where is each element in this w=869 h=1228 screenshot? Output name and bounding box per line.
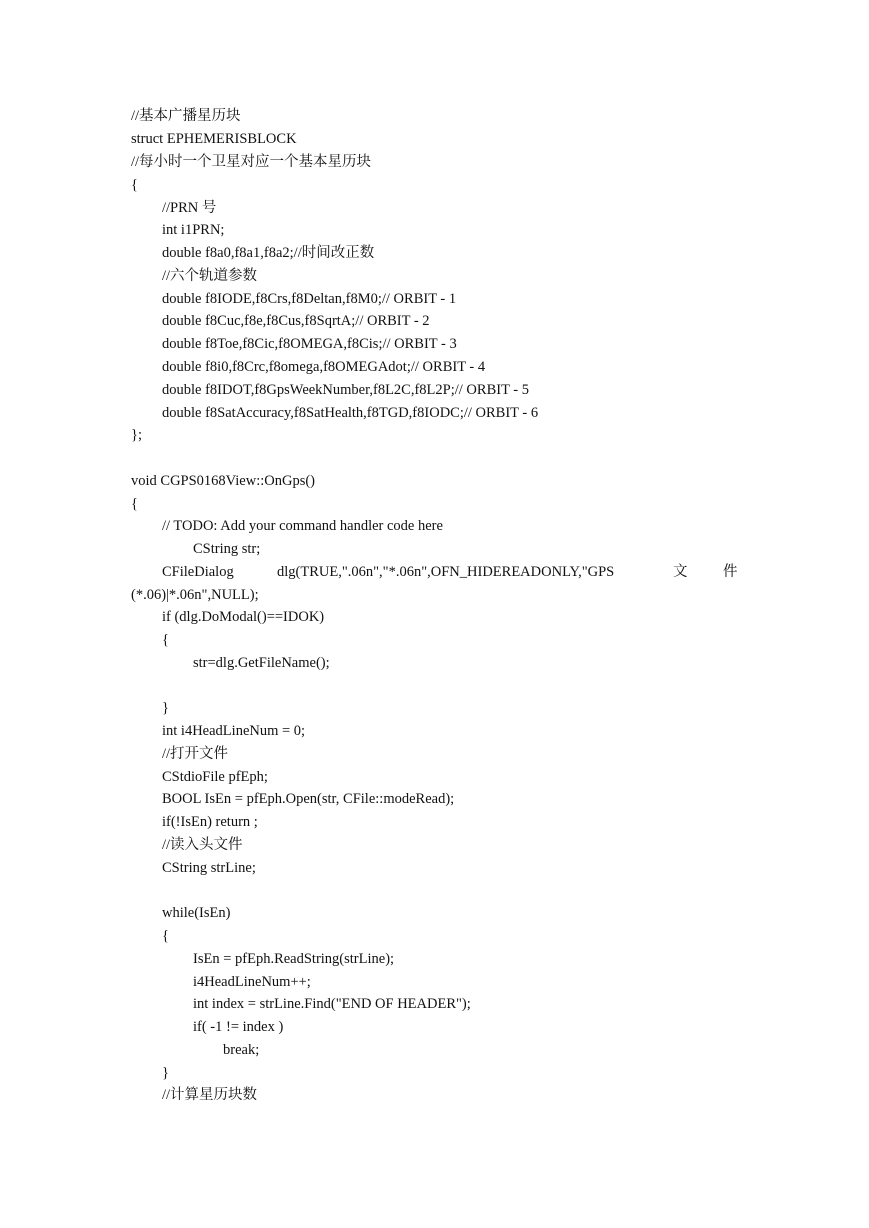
function-signature-line: void CGPS0168View::OnGps() (131, 473, 316, 489)
code-line: double f8IDOT,f8GpsWeekNumber,f8L2C,f8L2P;// ORBIT - 5 (162, 382, 530, 398)
code-line: if(!IsEn) return ; (162, 814, 258, 830)
code-line: while(IsEn) (162, 905, 231, 921)
code-line: double f8Toe,f8Cic,f8OMEGA,f8Cis;// ORBIT - 3 (162, 336, 457, 352)
code-line-part: dlg(TRUE,".06n","*.06n",OFN_HIDEREADONLY,"GPS (277, 564, 615, 580)
code-line: CString strLine; (162, 860, 256, 876)
brace-line: { (131, 496, 138, 512)
code-line: break; (223, 1042, 260, 1058)
code-line: double f8SatAccuracy,f8SatHealth,f8TGD,f8IODC;// ORBIT - 6 (162, 405, 539, 421)
code-line: BOOL IsEn = pfEph.Open(str, CFile::modeRead); (162, 791, 455, 807)
comment-line: //打开文件 (162, 746, 229, 762)
code-line: i4HeadLineNum++; (193, 974, 311, 990)
comment-line: //PRN 号 (162, 200, 217, 216)
code-line-part: 文 (673, 564, 688, 580)
brace-line: { (131, 177, 138, 193)
code-line: int i4HeadLineNum = 0; (162, 723, 306, 739)
comment-line: //基本广播星历块 (131, 108, 241, 124)
code-line: IsEn = pfEph.ReadString(strLine); (193, 951, 395, 967)
brace-line: { (162, 928, 169, 944)
code-line: double f8i0,f8Crc,f8omega,f8OMEGAdot;// ORBIT - 4 (162, 359, 486, 375)
code-line: (*.06)|*.06n",NULL); (131, 587, 259, 603)
brace-line: } (162, 1065, 169, 1081)
comment-line: //每小时一个卫星对应一个基本星历块 (131, 154, 372, 170)
code-line: double f8IODE,f8Crs,f8Deltan,f8M0;// ORBIT - 1 (162, 291, 457, 307)
brace-line: { (162, 632, 169, 648)
comment-line: //计算星历块数 (162, 1087, 258, 1103)
brace-line: } (162, 700, 169, 716)
comment-line: //六个轨道参数 (162, 268, 258, 284)
code-line-part: 件 (723, 564, 738, 580)
code-line: if (dlg.DoModal()==IDOK) (162, 609, 325, 625)
brace-line: }; (131, 427, 142, 443)
code-line: int i1PRN; (162, 222, 225, 238)
code-line: CString str; (193, 541, 261, 557)
code-line-part: CFileDialog (162, 564, 234, 580)
comment-line: //读入头文件 (162, 837, 243, 853)
code-line: if( -1 != index ) (193, 1019, 284, 1035)
code-line: double f8a0,f8a1,f8a2;//时间改正数 (162, 245, 375, 261)
code-line: double f8Cuc,f8e,f8Cus,f8SqrtA;// ORBIT - 2 (162, 313, 430, 329)
code-line: int index = strLine.Find("END OF HEADER"); (193, 996, 471, 1012)
code-line: str=dlg.GetFileName(); (193, 655, 330, 671)
comment-line: // TODO: Add your command handler code here (162, 518, 443, 534)
struct-declaration-line: struct EPHEMERISBLOCK (131, 131, 297, 147)
code-line: CStdioFile pfEph; (162, 769, 268, 785)
